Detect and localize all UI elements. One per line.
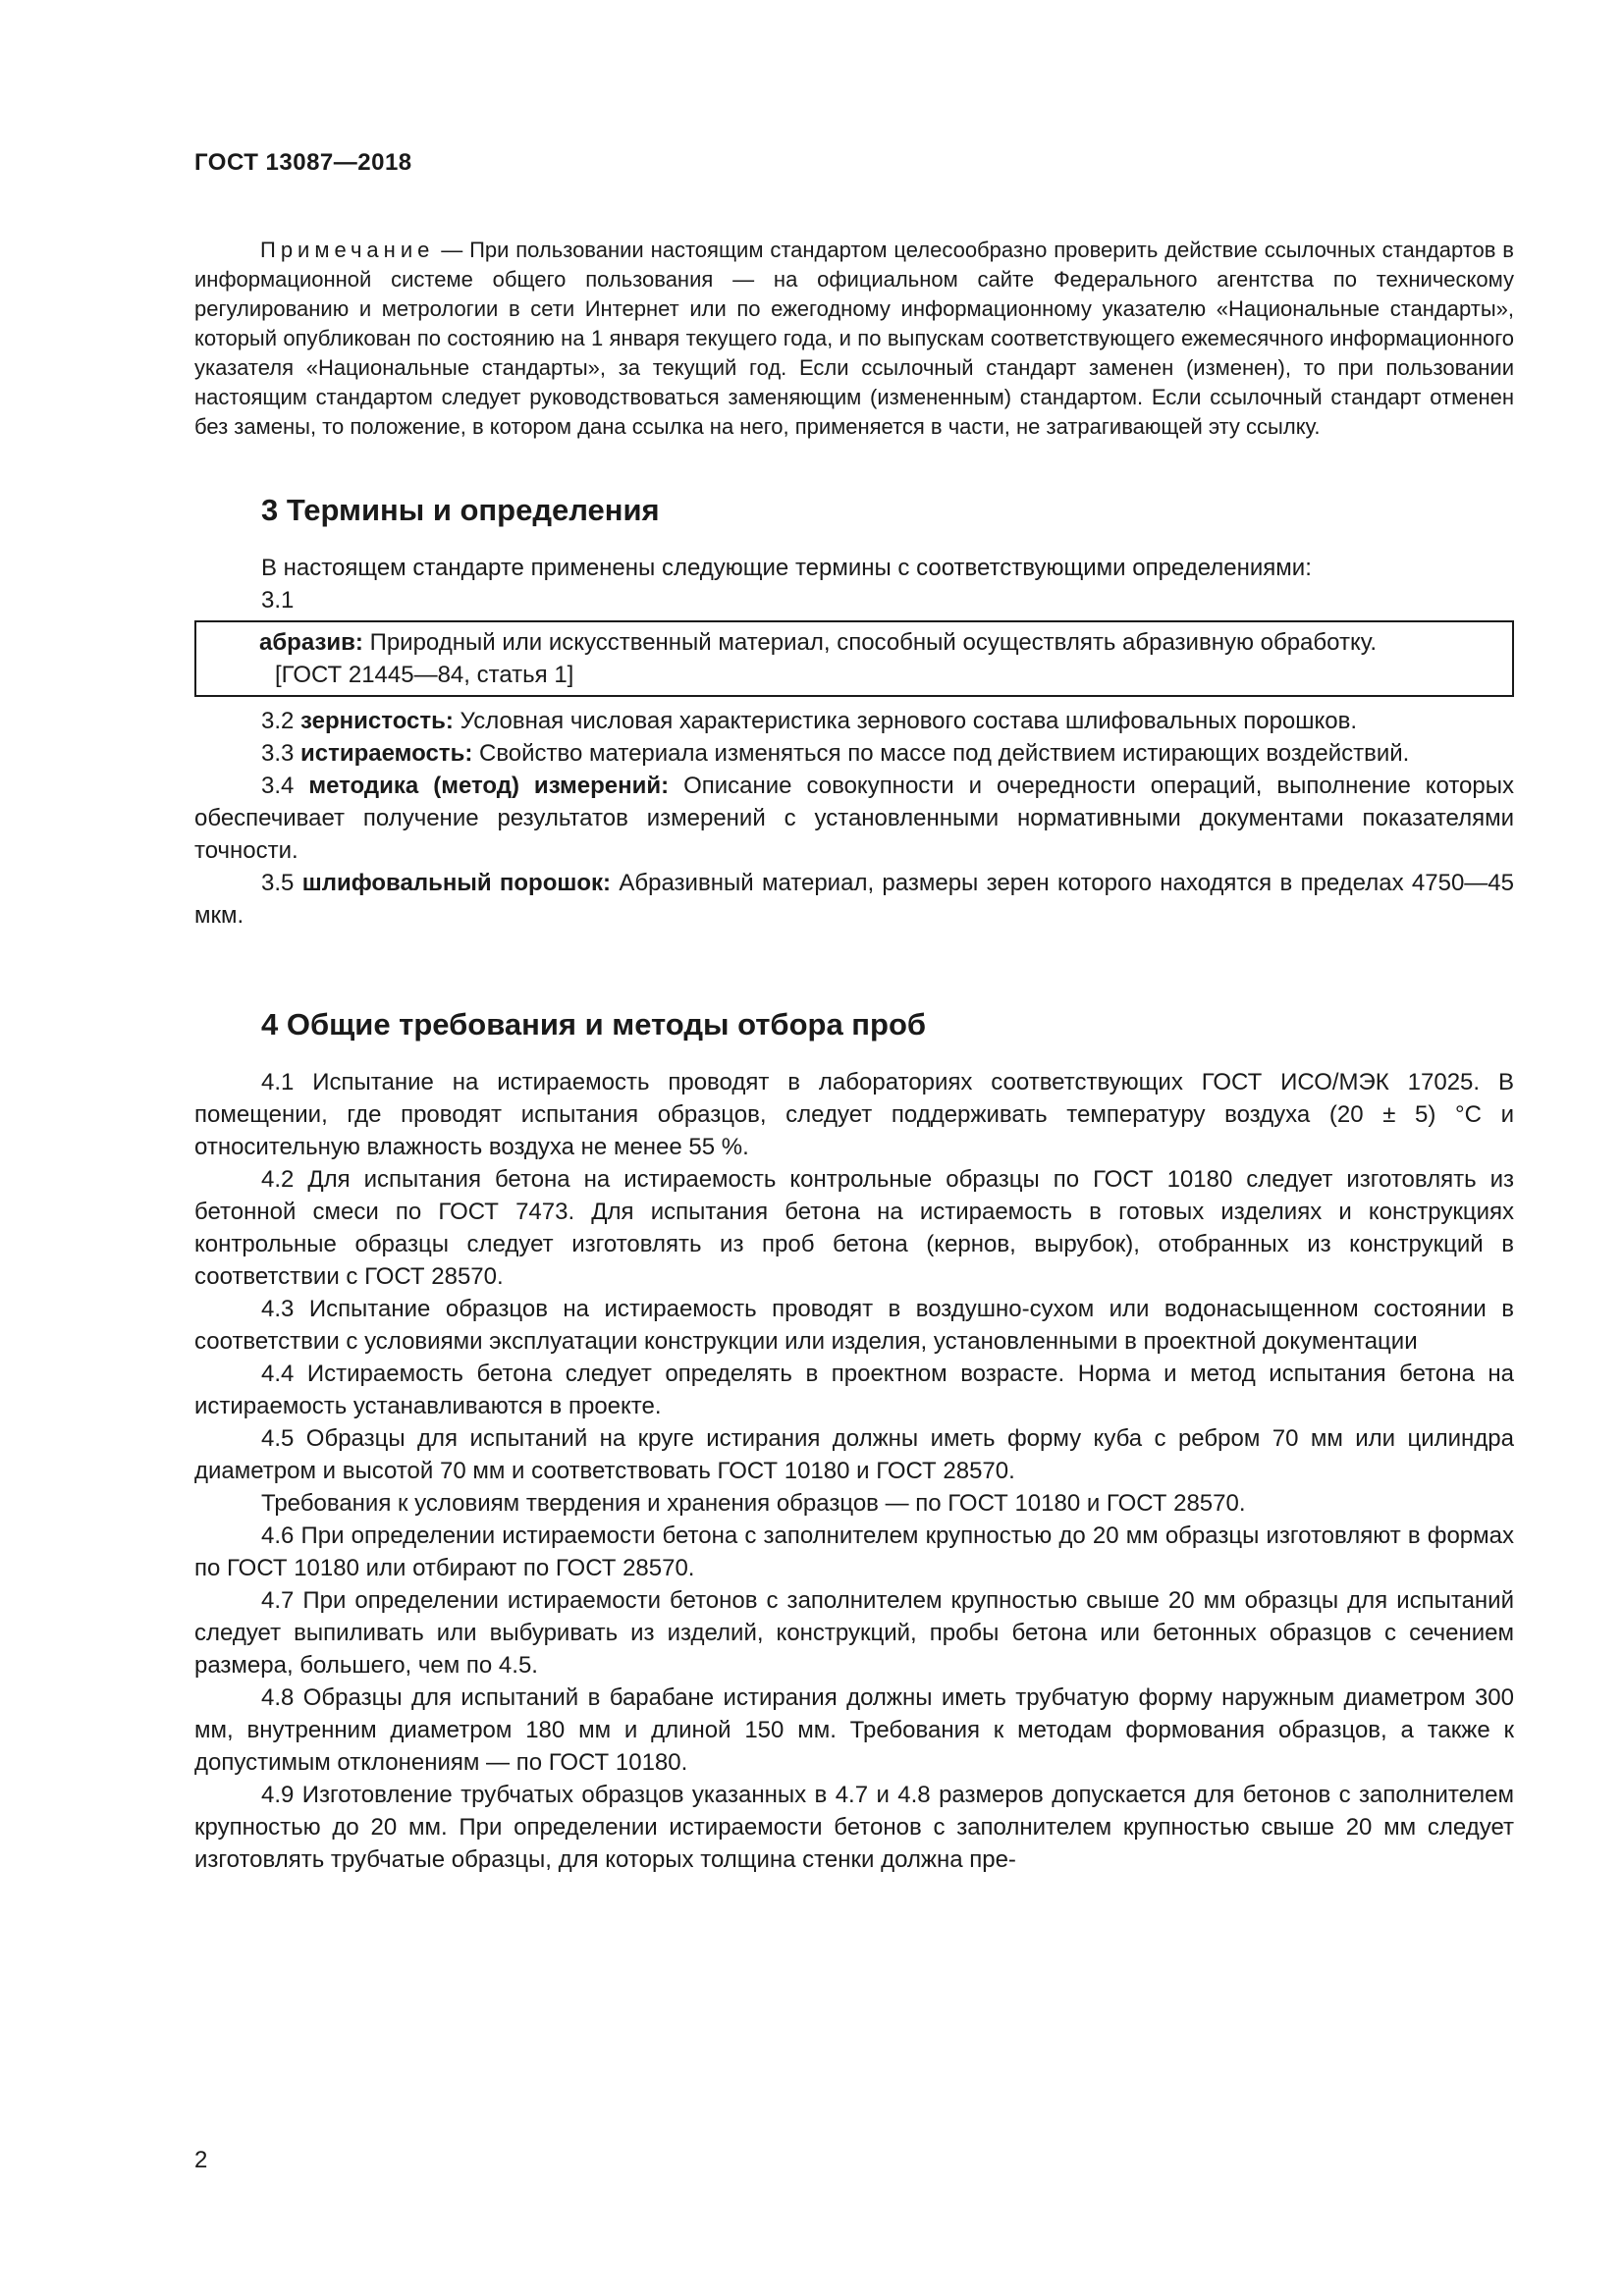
term-3-1-term: абразив:	[259, 629, 363, 656]
paragraph-4-4: 4.4 Истираемость бетона следует определять в проектном возрасте. Норма и метод испытания бетона на истираемость устанавливаются в проекте.	[194, 1361, 1514, 1419]
term-definition: Условная числовая характеристика зернового состава шлифовальных порошков.	[453, 708, 1358, 734]
term-name: шлифовальный порошок:	[301, 870, 612, 896]
term-3-4	[194, 770, 1514, 867]
term-3-5	[194, 867, 1514, 932]
term-3-1-definition	[196, 626, 1512, 659]
term-number: 3.5	[261, 870, 302, 896]
term-definition: Абразивный материал, размеры зерен которого находятся в пределах 4750—45 мкм.	[194, 870, 1514, 929]
term-3-1-source: [ГОСТ 21445—84, статья 1]	[275, 662, 574, 688]
term-name: истираемость:	[300, 740, 473, 767]
section-3-title: 3 Термины и определения	[261, 493, 660, 527]
term-3-1-box	[194, 620, 1514, 697]
term-definition: Свойство материала изменяться по массе под действием истирающих воздействий.	[472, 740, 1410, 767]
document-page	[194, 147, 1514, 1876]
note-text: — При пользовании настоящим стандартом целесообразно проверить действие ссылочных стандартов в информационной системе общего пользования — на официальном сайте Федерального агентства по техническому регулированию и метрологии в сети Интернет или по ежегодному информационному указателю «Национальные стандарты», который опубликован по состоянию на 1 января текущего года, и по выпускам соответствующего ежемесячного информационного указателя «Национальные стандарты», за текущий год. Если ссылочный стандарт заменен (изменен), то при пользовании настоящим стандартом следует руководствоваться заменяющим (измененным) стандартом. Если ссылочный стандарт отменен без замены, то положение, в котором дана ссылка на него, применяется в части, не затрагивающей эту ссылку.	[194, 238, 1514, 439]
term-number: 3.3	[261, 740, 301, 767]
term-3-3	[194, 737, 1514, 770]
note-label: Примечание	[260, 238, 435, 262]
paragraph-4-8: 4.8 Образцы для испытаний в барабане истирания должны иметь трубчатую форму наружным диаметром 300 мм, внутренним диаметром 180 мм и длиной 150 мм. Требования к методам формования образцов, а также к допустимым отклонениям — по ГОСТ 10180.	[194, 1684, 1514, 1776]
paragraph-4-5: 4.5 Образцы для испытаний на круге истирания должны иметь форму куба с ребром 70 мм или цилиндра диаметром и высотой 70 мм и соответствовать ГОСТ 10180 и ГОСТ 28570.	[194, 1425, 1514, 1484]
paragraph-4-9: 4.9 Изготовление трубчатых образцов указанных в 4.7 и 4.8 размеров допускается для бетонов с заполнителем крупностью до 20 мм. При определении истираемости бетонов с заполнителем крупностью свыше 20 мм следует изготовлять трубчатые образцы, для которых толщина стенки должна пре-	[194, 1782, 1514, 1873]
section-3-intro: В настоящем стандарте применены следующие термины с соответствующими определениями:	[261, 555, 1312, 581]
term-name: зернистость:	[300, 708, 454, 734]
section-4-title: 4 Общие требования и методы отбора проб	[261, 1007, 927, 1041]
paragraph-4-1: 4.1 Испытание на истираемость проводят в лабораториях соответствующих ГОСТ ИСО/МЭК 17025. В помещении, где проводят испытания образцов, следует поддерживать температуру воздуха (20 ± 5) °С и относительную влажность воздуха не менее 55 %.	[194, 1069, 1514, 1160]
document-header: ГОСТ 13087—2018	[194, 149, 412, 176]
term-definition: Описание совокупности и очередности операций, выполнение которых обеспечивает получение результатов измерений с установленными нормативными документами показателями точности.	[194, 773, 1515, 864]
term-3-1-number: 3.1	[261, 587, 295, 614]
term-number: 3.4	[261, 773, 309, 799]
paragraph-4-6: 4.6 При определении истираемости бетона с заполнителем крупностью до 20 мм образцы изготовляют в формах по ГОСТ 10180 или отбирают по ГОСТ 28570.	[194, 1522, 1514, 1581]
page-number: 2	[194, 2147, 208, 2173]
paragraph-4-7: 4.7 При определении истираемости бетонов с заполнителем крупностью свыше 20 мм образцы для испытаний следует выпиливать или выбуривать из изделий, конструкций, пробы бетона или бетонных образцов с сечением размера, большего, чем по 4.5.	[194, 1587, 1514, 1679]
note-paragraph	[194, 236, 1514, 442]
term-3-2	[194, 705, 1514, 737]
paragraph-4-2: 4.2 Для испытания бетона на истираемость контрольные образцы по ГОСТ 10180 следует изготовлять из бетонной смеси по ГОСТ 7473. Для испытания бетона на истираемость в готовых изделиях и конструкциях контрольные образцы следует изготовлять из проб бетона (кернов, вырубок), отобранных из конструкций в соответствии с ГОСТ 28570.	[194, 1166, 1514, 1290]
term-number: 3.2	[261, 708, 301, 734]
paragraph-4-3: 4.3 Испытание образцов на истираемость проводят в воздушно-сухом или водонасыщенном состоянии в соответствии с условиями эксплуатации конструкции или изделия, установленными в проектной документации	[194, 1296, 1514, 1355]
term-name: методика (метод) измерений:	[308, 773, 670, 799]
term-3-1-def-text: Природный или искусственный материал, способный осуществлять абразивную обработку.	[362, 629, 1377, 656]
paragraph-4-5-requirements: Требования к условиям твердения и хранения образцов — по ГОСТ 10180 и ГОСТ 28570.	[261, 1490, 1246, 1517]
